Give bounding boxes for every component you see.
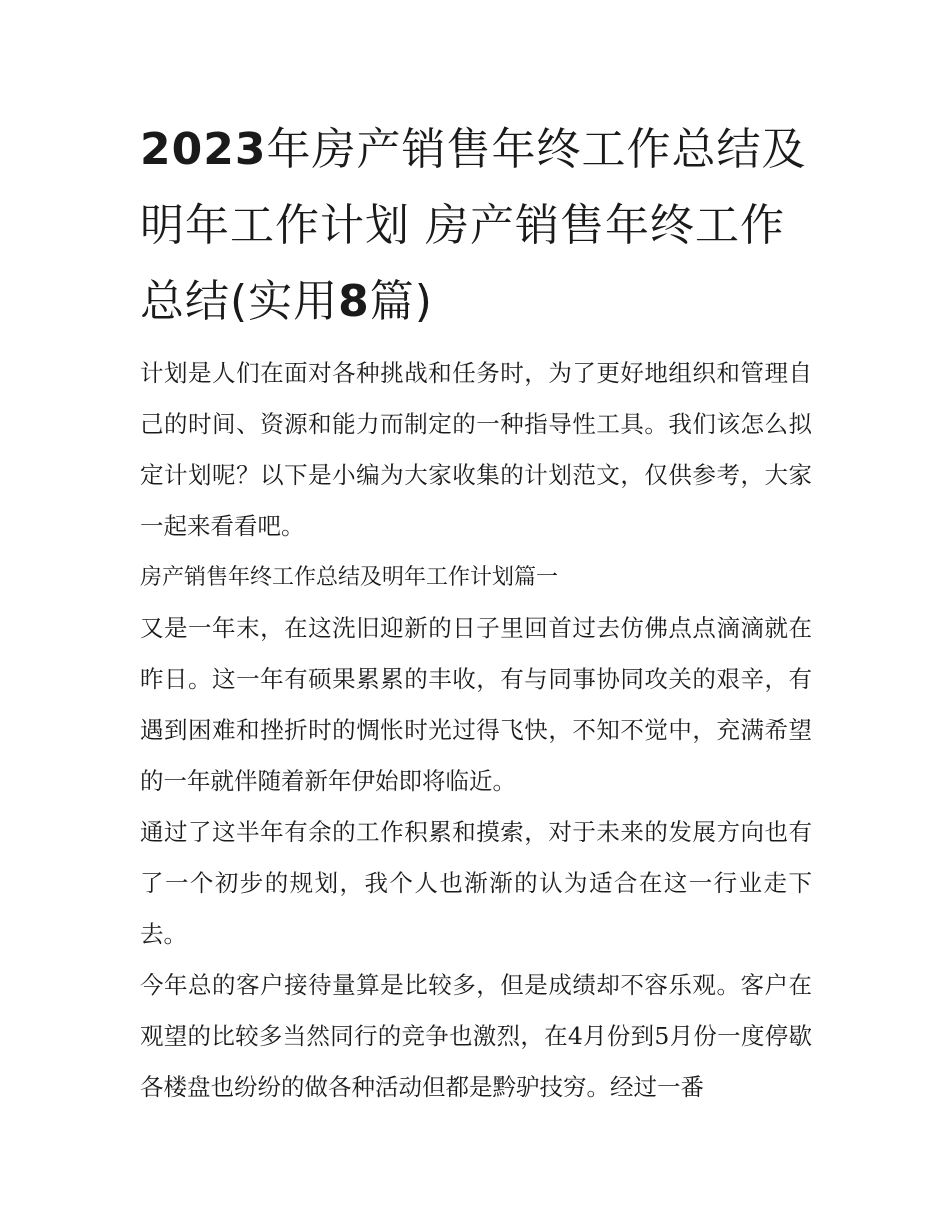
title-part: 8 (338, 276, 370, 327)
intro-paragraph: 计划是人们在面对各种挑战和任务时，为了更好地组织和管理自己的时间、资源和能力而制定的一种指导性工具。我们该怎么拟定计划呢？以下是小编为大家收集的计划范文，仅供参考，大家一起来看看吧。 (140, 359, 812, 540)
title-part: 2023 (140, 124, 267, 175)
body-paragraph: 通过了这半年有余的工作积累和摸索，对于未来的发展方向也有了一个初步的规划，我个人也渐渐的认为适合在这一行业走下去。 (140, 818, 812, 948)
body-paragraph: 又是一年末，在这洗旧迎新的日子里回首过去仿佛点点滴滴就在昨日。这一年有硕果累累的丰收，有与同事协同攻关的艰辛，有遇到困难和挫折时的惆怅时光过得飞快，不知不觉中，充满希望的一年就伴随着新年伊始即将临近。 (140, 614, 812, 795)
title-part: 篇) (369, 276, 433, 327)
title-part: 年房产销售年终工作总结及明年工作计划 房产销售年终工作总结(实用 (140, 124, 807, 327)
document-title (140, 112, 812, 340)
document-page (140, 112, 812, 1113)
body-paragraph: 今年总的客户接待量算是比较多，但是成绩却不容乐观。客户在观望的比较多当然同行的竞争也激烈，在4月份到5月份一度停歇各楼盘也纷纷的做各种活动但都是黔驴技穷。经过一番 (140, 971, 812, 1101)
section-heading: 房产销售年终工作总结及明年工作计划篇一 (140, 565, 559, 590)
